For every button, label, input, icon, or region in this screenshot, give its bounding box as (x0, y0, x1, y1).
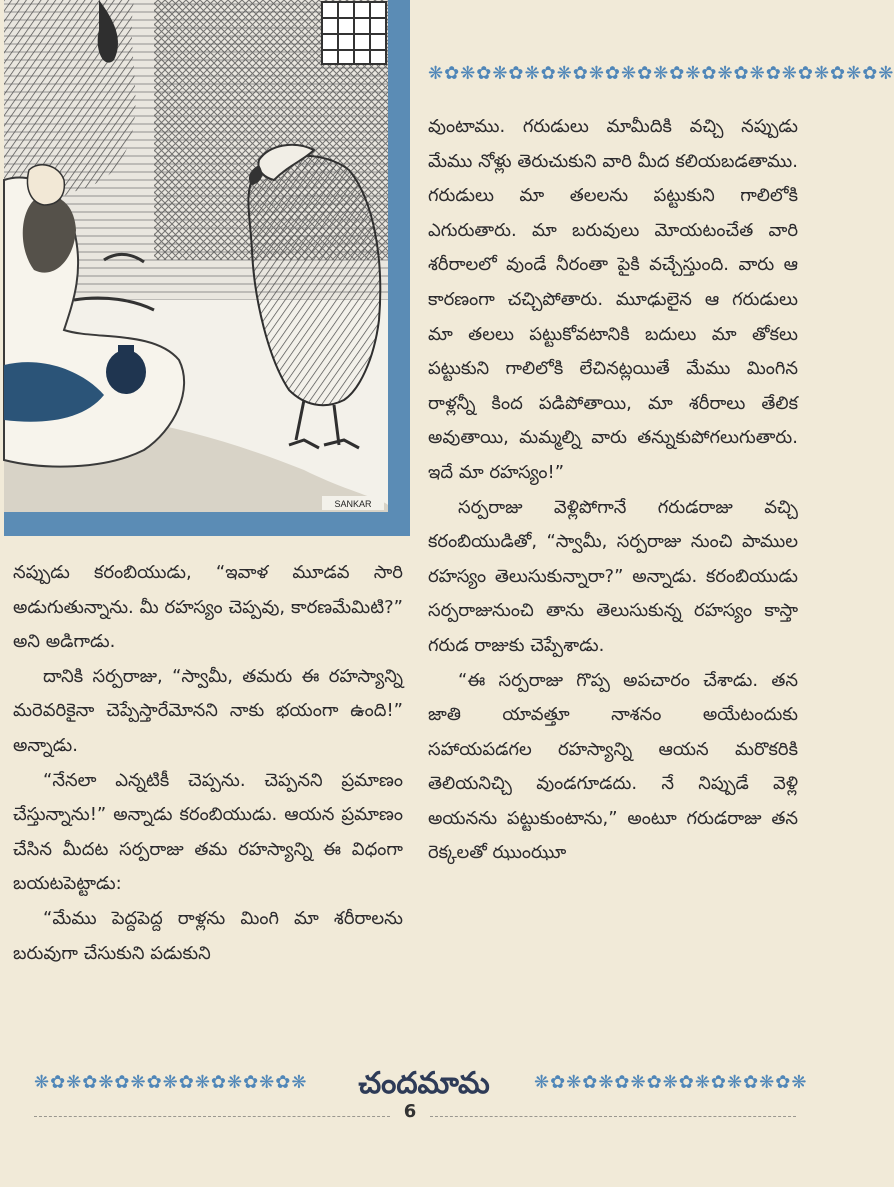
paragraph: “మేము పెద్దపెద్ద రాళ్లను మింగి మా శరీరాలను బరువుగా చేసుకుని పడుకుని (13, 907, 403, 964)
footer-rule-left (34, 1116, 390, 1117)
right-text-column (428, 110, 798, 871)
footer-rule-right (430, 1116, 796, 1117)
page-number: 6 (403, 1101, 417, 1122)
left-text-column (13, 556, 403, 971)
story-illustration (4, 0, 410, 536)
paragraph: సర్పరాజు వెళ్లిపోగానే గరుడరాజు వచ్చి కరంబియుడితో, “స్వామీ, సర్పరాజు నుంచి పాముల రహస్యం తెలుసుకున్నారా?” అన్నాడు. కరంబియుడు సర్పరాజునుంచి తాను తెలుసుకున్న రహస్యం కాస్తా గరుడ రాజుకు చెప్పేశాడు. (428, 496, 798, 656)
top-decorative-border: ❋✿❋✿❋✿❋✿❋✿❋✿❋✿❋✿❋✿❋✿❋✿❋✿❋✿❋✿❋ (428, 63, 894, 84)
magazine-title: చందమామ (358, 1066, 490, 1101)
paragraph: వుంటాము. గరుడులు మామీదికి వచ్చి నప్పుడు మేము నోళ్లు తెరుచుకుని వారి మీద కలియబడతాము. గరుడులు మా తలలను పట్టుకుని గాలిలోకి ఎగురుతారు. మా బరువులు మోయటంచేత వారి శరీరాలలో వుండే నీరంతా పైకి వచ్చేస్తుంది. వారు ఆ కారణంగా చచ్చిపోతారు. మూఢులైన ఆ గరుడులు మా తలలు పట్టుకోవటానికి బదులు మా తోకలు పట్టుకుని గాలిలోకి లేచినట్లయితే మేము మింగిన రాళ్లన్నీ కింద పడిపోతాయి, మా శరీరాలు తేలిక అవుతాయి, మమ్మల్ని వారు తన్నుకుపోగలుగుతారు. ఇదే మా రహస్యం!” (428, 116, 798, 483)
paragraph: “ఈ సర్పరాజు గొప్ప అపచారం చేశాడు. తన జాతి యావత్తూ నాశనం అయేటందుకు సహాయపడగల రహస్యాన్ని ఆయన మరొకరికి తెలియనిచ్చి వుండగూడదు. నే నిప్పుడే వెళ్లి అయనను పట్టుకుంటాను,” అంటూ గరుడరాజు తన రెక్కలతో ఝుంఝూ (428, 669, 798, 864)
paragraph: దానికి సర్పరాజు, “స్వామీ, తమరు ఈ రహస్యాన్ని మరెవరికైనా చెప్పేస్తారేమోనని నాకు భయంగా ఉంది!” అన్నాడు. (13, 665, 403, 756)
illustration-drawing (4, 0, 410, 536)
paragraph: నప్పుడు కరంబియుడు, “ఇవాళ మూడవ సారి అడుగుతున్నాను. మీ రహస్యం చెప్పవు, కారణమేమిటి?” అని అడిగాడు. (13, 562, 403, 653)
footer-border-right: ❋✿❋✿❋✿❋✿❋✿❋✿❋✿❋✿❋ (534, 1072, 808, 1093)
paragraph: “నేనలా ఎన్నటికీ చెప్పను. చెప్పనని ప్రమాణం చేస్తున్నాను!” అన్నాడు కరంబియుడు. ఆయన ప్రమాణం చేసిన మీదట సర్పరాజు తమ రహస్యాన్ని ఈ విధంగా బయటపెట్టాడు: (13, 769, 403, 895)
artist-signature: SANKAR (334, 499, 372, 509)
footer-border-left: ❋✿❋✿❋✿❋✿❋✿❋✿❋✿❋✿❋ (34, 1072, 308, 1093)
